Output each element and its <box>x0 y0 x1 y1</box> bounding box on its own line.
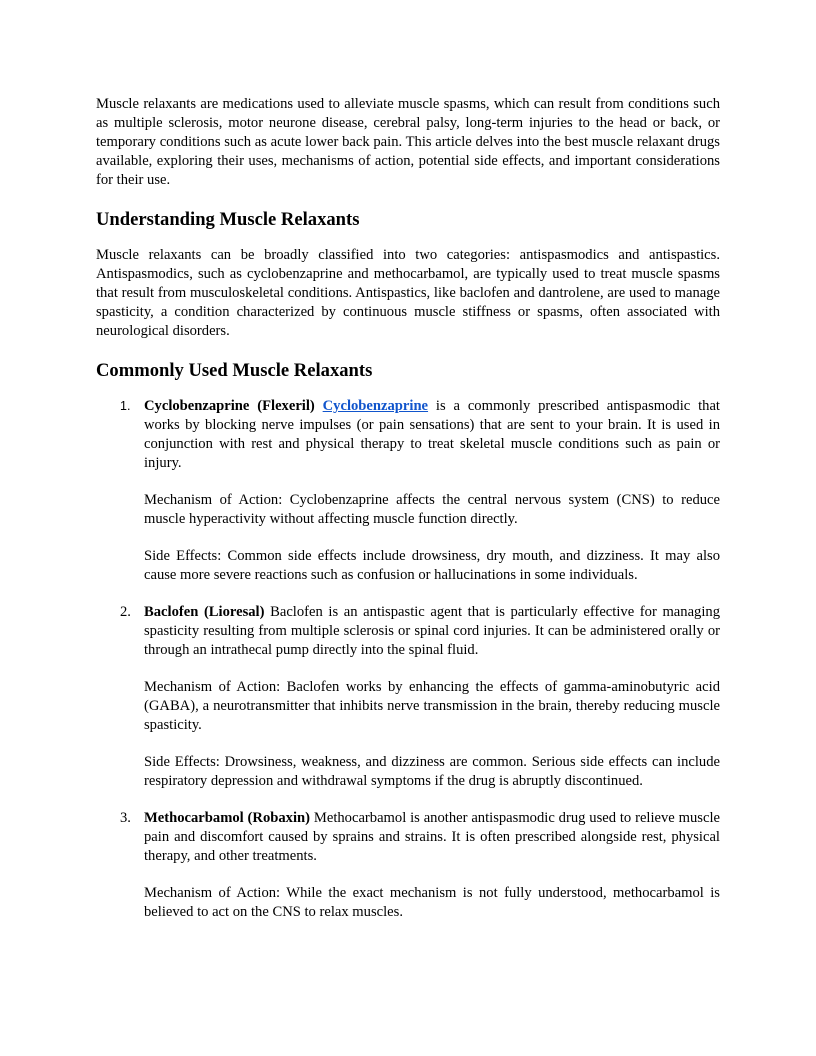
drug-list <box>96 397 720 922</box>
section-heading-commonly-used: Commonly Used Muscle Relaxants <box>96 360 373 381</box>
drug-description <box>144 809 720 866</box>
mechanism-paragraph: Mechanism of Action: Baclofen works by enhancing the effects of gamma-aminobutyric acid (GABA), a neurotransmitter that inhibits nerve transmission in the brain, thereby reducing muscle spasticity. <box>144 679 720 733</box>
cyclobenzaprine-link[interactable]: Cyclobenzaprine <box>322 398 429 414</box>
drug-name: Baclofen (Lioresal) <box>144 604 265 620</box>
list-item-methocarbamol <box>96 809 720 922</box>
drug-description <box>144 397 720 473</box>
drug-description-text: Methocarbamol is another antispasmodic drug used to relieve muscle pain and discomfort caused by sprains and strains. It is often prescribed alongside rest, physical therapy, and other treatments. <box>144 810 720 864</box>
document-content <box>96 95 720 940</box>
side-effects-paragraph: Side Effects: Common side effects include drowsiness, dry mouth, and dizziness. It may also cause more severe reactions such as confusion or hallucinations in some individuals. <box>144 548 720 583</box>
intro-paragraph: Muscle relaxants are medications used to alleviate muscle spasms, which can result from conditions such as multiple sclerosis, motor neurone disease, cerebral palsy, long-term injuries to the head or back, or temporary conditions such as acute lower back pain. This article delves into the best muscle relaxant drugs available, exploring their uses, mechanisms of action, potential side effects, and important considerations for their use. <box>96 96 720 188</box>
understanding-paragraph: Muscle relaxants can be broadly classified into two categories: antispasmodics and antispastics. Antispasmodics, such as cyclobenzaprine and methocarbamol, are typically used to treat muscle spasms that result from musculoskeletal conditions. Antispastics, like baclofen and dantrolene, are used to manage spasticity, a condition characterized by continuous muscle stiffness or spasms, often associated with neurological disorders. <box>96 247 720 339</box>
list-item-cyclobenzaprine <box>96 397 720 585</box>
drug-description <box>144 603 720 660</box>
side-effects-paragraph: Side Effects: Drowsiness, weakness, and dizziness are common. Serious side effects can include respiratory depression and withdrawal symptoms if the drug is abruptly discontinued. <box>144 754 720 789</box>
drug-name: Methocarbamol (Robaxin) <box>144 810 310 826</box>
mechanism-paragraph: Mechanism of Action: Cyclobenzaprine affects the central nervous system (CNS) to reduce muscle hyperactivity without affecting muscle function directly. <box>144 492 720 527</box>
section-heading-understanding: Understanding Muscle Relaxants <box>96 209 360 230</box>
drug-description-text: is a commonly prescribed antispasmodic that works by blocking nerve impulses (or pain sensations) that are sent to your brain. It is used in conjunction with rest and physical therapy to treat skeletal muscle conditions such as pain or injury. <box>144 398 720 471</box>
mechanism-paragraph: Mechanism of Action: While the exact mechanism is not fully understood, methocarbamol is believed to act on the CNS to relax muscles. <box>144 885 720 920</box>
list-number: 1. <box>120 399 131 413</box>
list-item-baclofen <box>96 603 720 791</box>
list-number: 3. <box>120 810 131 826</box>
list-number: 2. <box>120 604 131 620</box>
drug-name: Cyclobenzaprine (Flexeril) <box>144 398 315 414</box>
drug-description-text: Baclofen is an antispastic agent that is particularly effective for managing spasticity resulting from multiple sclerosis or spinal cord injuries. It can be administered orally or through an intrathecal pump directly into the spinal fluid. <box>144 604 720 658</box>
